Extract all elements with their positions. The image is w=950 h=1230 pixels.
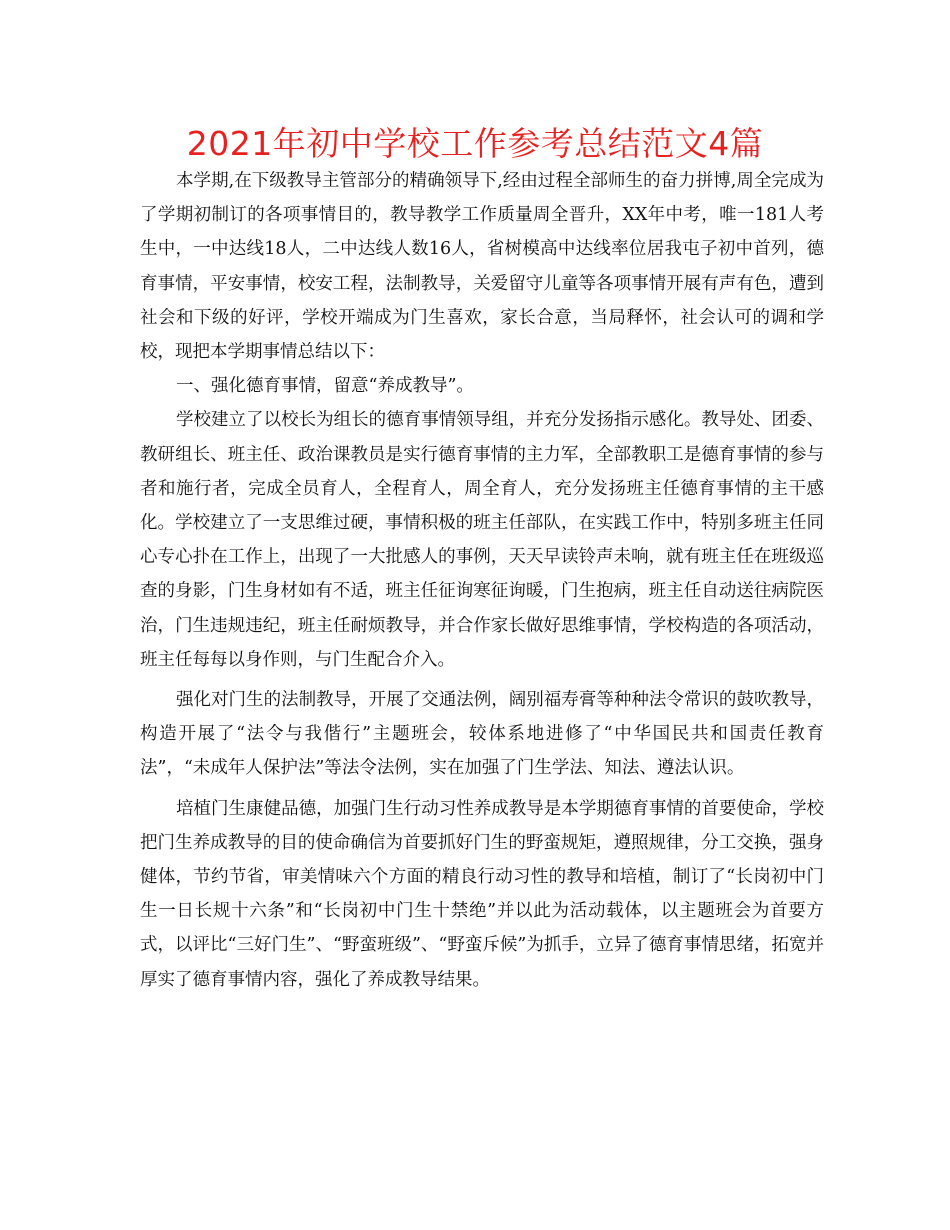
section-heading-1: 一、强化德育事情，留意“养成教导”。 (176, 376, 474, 397)
document-body (140, 164, 824, 997)
paragraph-intro: 本学期,在下级教导主管部分的精确领导下,经由过程全部师生的奋力拼博,周全完成为了学期初制订的各项事情目的，教导教学工作质量周全晋升，XX年中考，唯一181人考生中，一中达线18人，二中达线人数16人，省树模高中达线率位居我屯子初中首列，德育事情，平安事情，校安工程，法制教导，关爱留守儿童等各项事情开展有声有色，遭到社会和下级的好评，学校开端成为门生喜欢，家长合意，当局释怀，社会认可的调和学校，现把本学期事情总结以下： (140, 171, 824, 363)
paragraph-habit-education: 培植门生康健品德，加强门生行动习性养成教导是本学期德育事情的首要使命，学校把门生养成教导的目的使命确信为首要抓好门生的野蛮规矩，遵照规律，分工交换，强身健体，节约节省，审美情味六个方面的精良行动习性的教导和培植，制订了“长岗初中门生一日长规十六条”和“长岗初中门生十禁绝”并以此为活动载体，以主题班会为首要方式，以评比“三好门生”、“野蛮班级”、“野蛮斥候”为抓手，立异了德育事情思绪，拓宽并厚实了德育事情内容，强化了养成教导结果。 (140, 798, 824, 990)
paragraph-moral-education: 学校建立了以校长为组长的德育事情领导组，并充分发扬指示感化。教导处、团委、教研组长、班主任、政治课教员是实行德育事情的主力军，全部教职工是德育事情的参与者和施行者，完成全员育人，全程育人，周全育人，充分发扬班主任德育事情的主干感化。学校建立了一支思维过硬，事情积极的班主任部队，在实践工作中，特别多班主任同心专心扑在工作上，出现了一大批感人的事例，天天早读铃声未响，就有班主任在班级巡查的身影，门生身材如有不适，班主任征询寒征询暖，门生抱病，班主任自动送往病院医治，门生违规违纪，班主任耐烦教导，并合作家长做好思维事情，学校构造的各项活动，班主任每每以身作则，与门生配合介入。 (140, 410, 824, 670)
document-title: 2021年初中学校工作参考总结范文4篇 (186, 124, 764, 163)
paragraph-legal-education: 强化对门生的法制教导，开展了交通法例，阔别福寿膏等种种法令常识的鼓吹教导，构造开展了“法令与我偕行”主题班会，较体系地进修了“中华国民共和国责任教育法”，“未成年人保护法”等法令法例，实在加强了门生学法、知法、遵法认识。 (140, 690, 824, 779)
